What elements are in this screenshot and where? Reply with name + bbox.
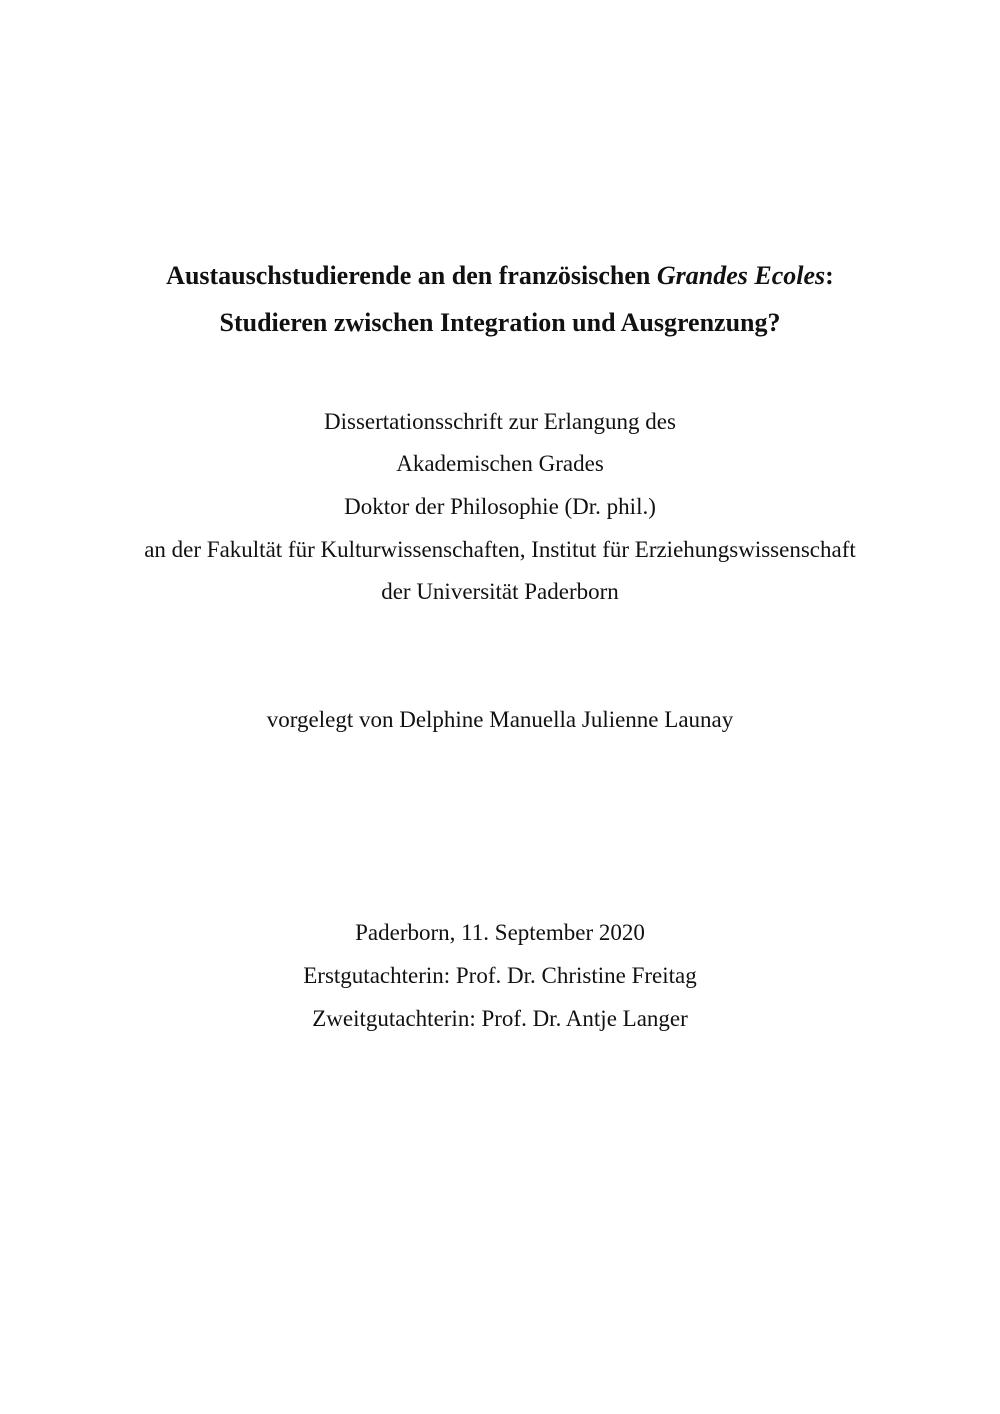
title-line-1-italic: Grandes Ecoles xyxy=(656,261,826,290)
place-date: Paderborn, 11. September 2020 xyxy=(355,920,645,945)
title-line-2: Studieren zwischen Integration und Ausgrenzung? xyxy=(219,308,781,337)
title-line-1-prefix: Austauschstudierende an den französischen xyxy=(166,261,657,290)
title-line-1-suffix: : xyxy=(825,261,834,290)
second-reviewer: Zweitgutachterin: Prof. Dr. Antje Langer xyxy=(312,1006,688,1031)
thesis-statement-line-3: Doktor der Philosophie (Dr. phil.) xyxy=(344,494,656,519)
title-line-1 xyxy=(0,260,1000,292)
thesis-statement-line-2: Akademischen Grades xyxy=(396,451,604,476)
thesis-statement-line-4: an der Fakultät für Kulturwissenschaften, Institut für Erziehungswissenschaft xyxy=(144,537,856,562)
author-line: vorgelegt von Delphine Manuella Julienne Launay xyxy=(266,707,734,732)
thesis-statement-line-5: der Universität Paderborn xyxy=(381,579,619,604)
thesis-statement-line-1: Dissertationsschrift zur Erlangung des xyxy=(324,409,676,434)
first-reviewer: Erstgutachterin: Prof. Dr. Christine Freitag xyxy=(303,963,697,988)
